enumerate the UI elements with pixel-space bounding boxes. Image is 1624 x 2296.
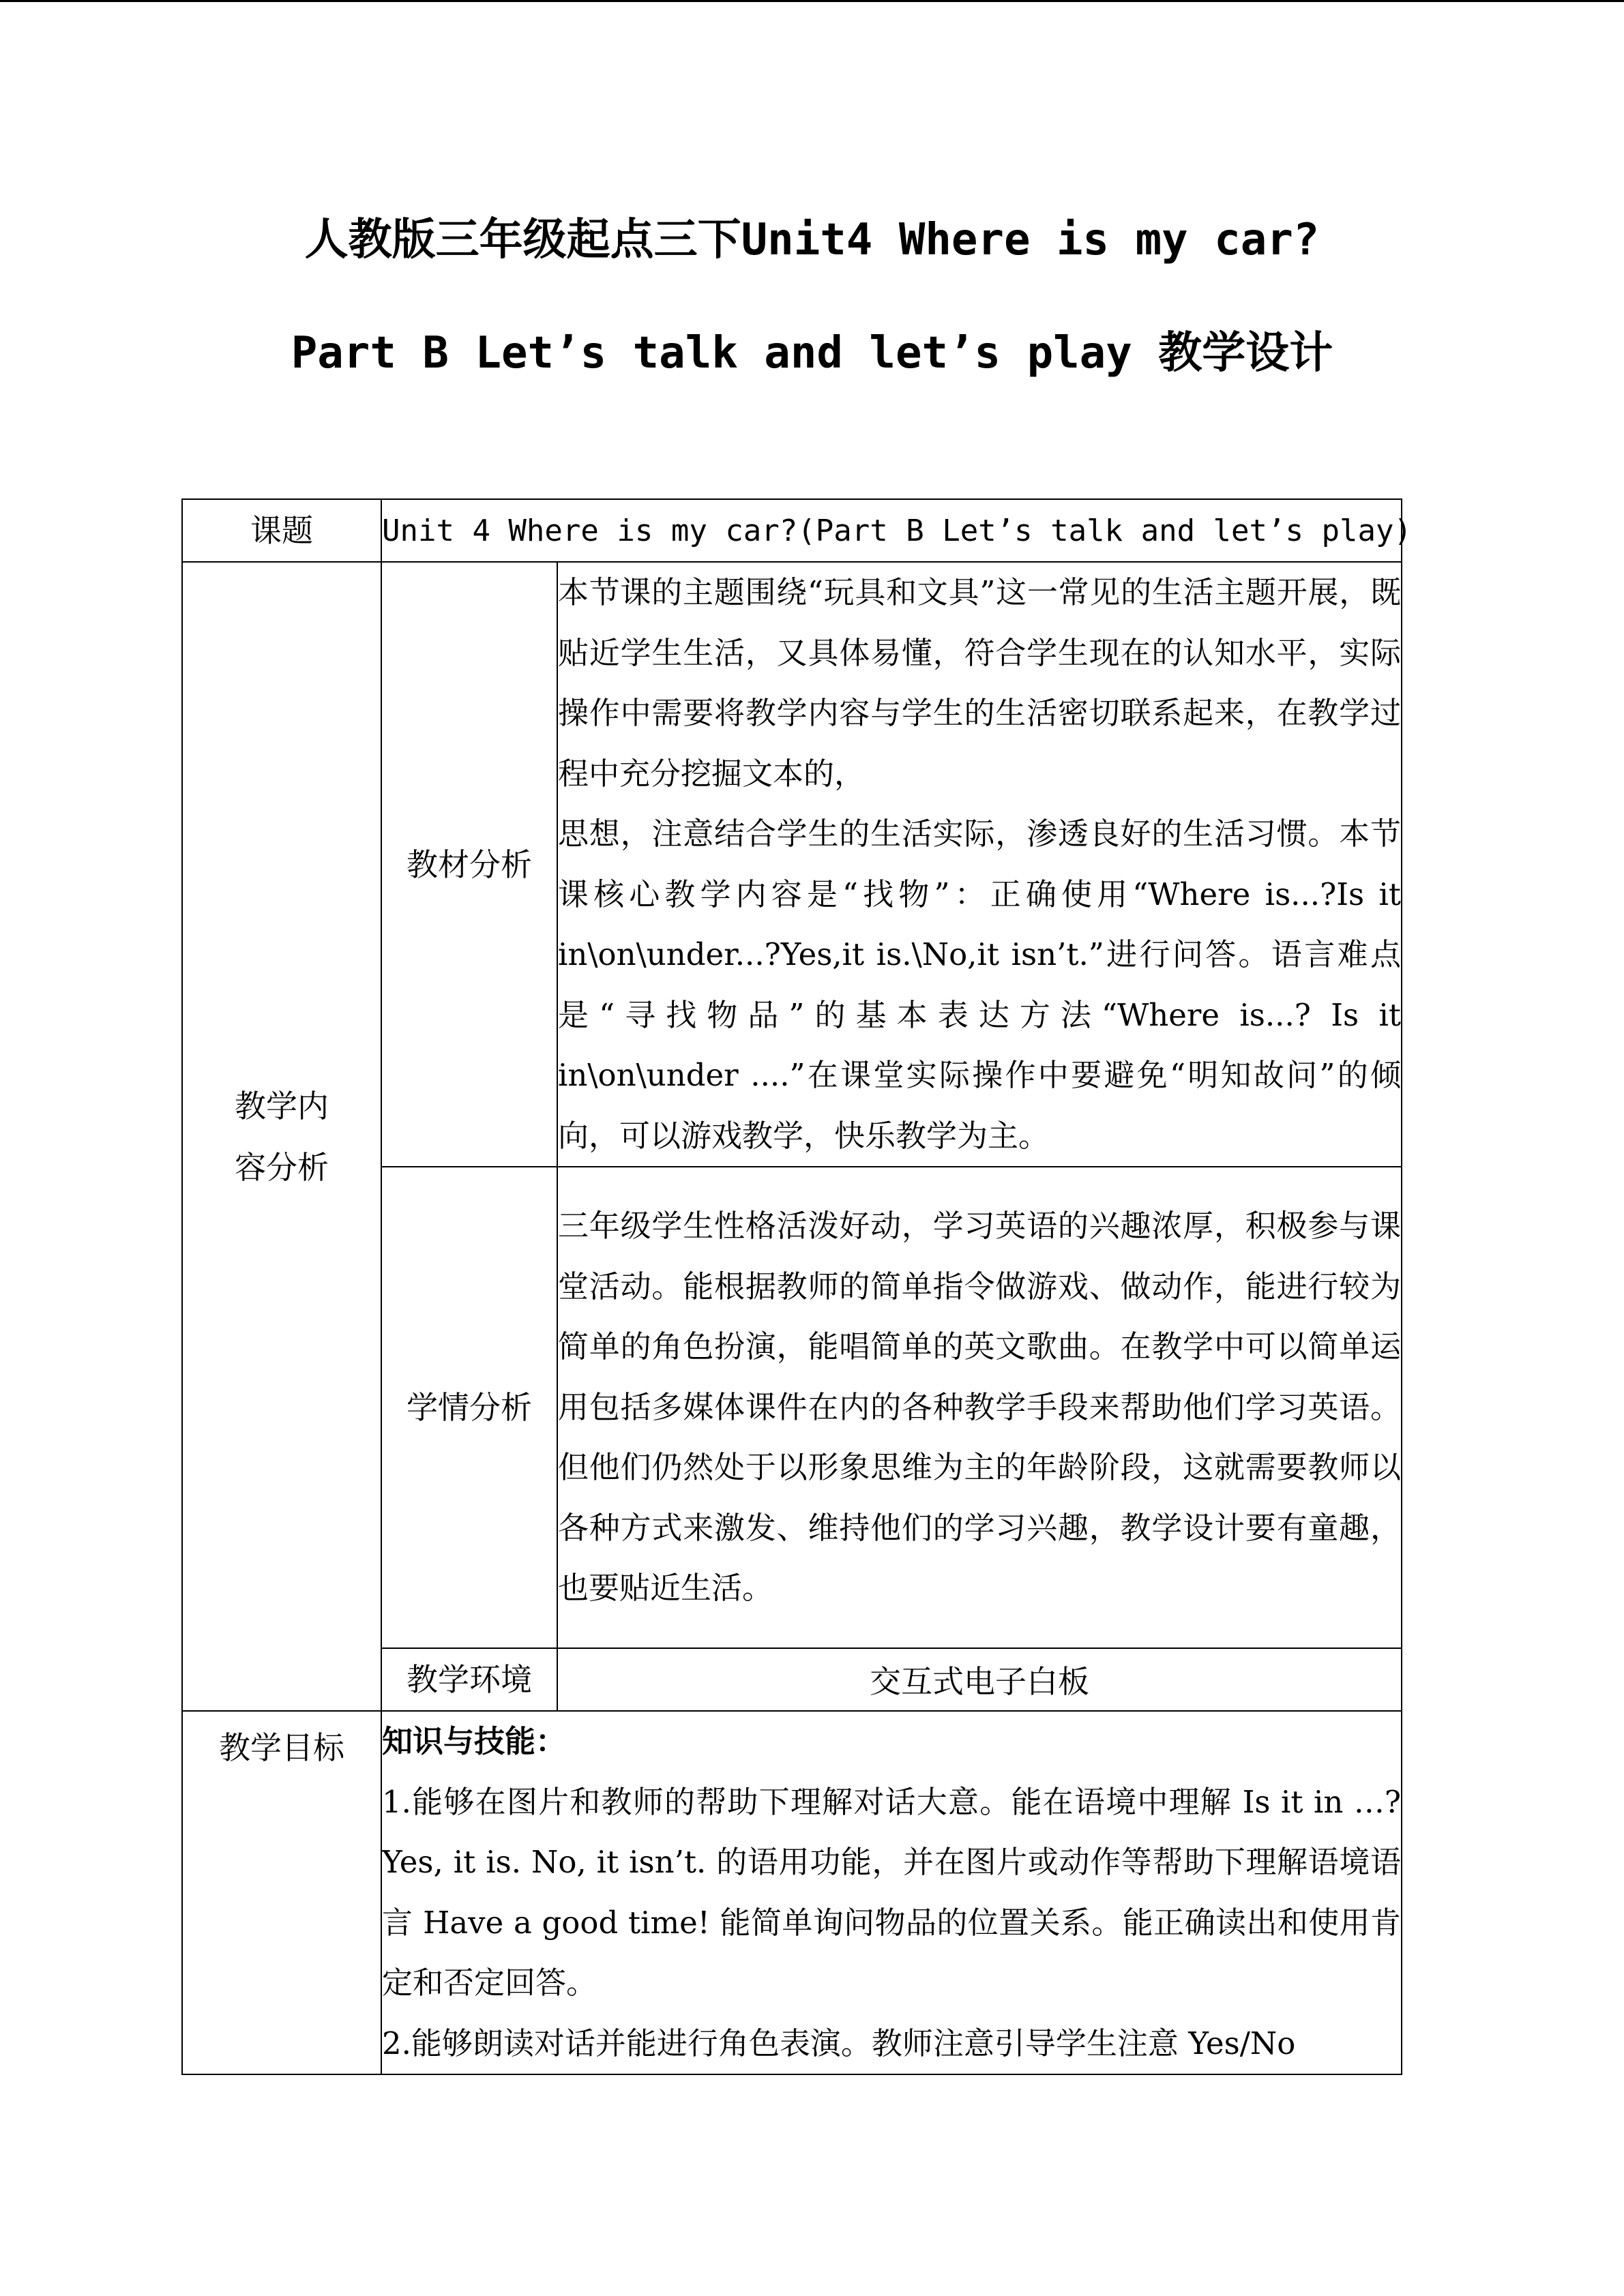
document-title-line2: Part B Let’s talk and let’s play 教学设计 [291,328,1333,378]
lesson-plan-table [181,498,1412,2075]
topic-value: Unit 4 Where is my car?(Part B Let’s talk and let’s play) [381,499,1402,562]
goal-item-1: 1.能够在图片和教师的帮助下理解对话大意。能在语境中理解 Is it in …? Yes, it is. No, it isn’t. 的语用功能，并在图片或动作等帮助下理解语境语言 Have a good time! 能简单询问物品的位置关系。能正确读出和使用肯定和否定回答。 [382,1783,1401,2001]
material-analysis-label: 教材分析 [381,562,557,1167]
student-analysis-label: 学情分析 [381,1167,557,1648]
goal-content [381,1711,1402,2074]
page-top-border [0,0,1624,2]
material-analysis-para1: 本节课的主题围绕“玩具和文具”这一常见的生活主题开展，既贴近学生生活，又具体易懂，符合学生现在的认知水平，实际操作中需要将教学内容与学生的生活密切联系起来，在教学过程中充分挖掘文本的， [558,574,1401,792]
material-analysis-text [557,562,1402,1167]
environment-label: 教学环境 [381,1648,557,1711]
goal-heading: 知识与技能： [382,1723,567,1759]
material-analysis-para2: 思想，注意结合学生的生活实际，渗透良好的生活习惯。本节课核心教学内容是“找物”：正确使用“Where is...?Is it in\on\under...?Yes,it is.\No,it isn’t.”进行问答。语言难点是“寻找物品”的基本表达方法“Where is...? Is it in\on\under ....”在课堂实际操作中要避免“明知故问”的倾向，可以游戏教学，快乐教学为主。 [558,816,1401,1154]
content-analysis-label-line1: 教学内 [235,1087,329,1124]
topic-label: 课题 [182,499,381,562]
student-analysis-text [557,1167,1402,1648]
content-analysis-label [182,562,381,1711]
environment-value: 交互式电子白板 [557,1648,1402,1711]
content-analysis-label-line2: 容分析 [235,1148,329,1186]
goal-label: 教学目标 [182,1711,381,2074]
material-row [182,562,1402,1167]
document-title-line1: 人教版三年级起点三下Unit4 Where is my car? [304,215,1320,265]
student-analysis-para: 三年级学生性格活泼好动，学习英语的兴趣浓厚，积极参与课堂活动。能根据教师的简单指令做游戏、做动作，能进行较为简单的角色扮演，能唱简单的英文歌曲。在教学中可以简单运用包括多媒体课件在内的各种教学手段来帮助他们学习英语。但他们仍然处于以形象思维为主的年龄阶段，这就需要教师以各种方式来激发、维持他们的学习兴趣，教学设计要有童趣，也要贴近生活。 [558,1208,1401,1607]
goal-item-2: 2.能够朗读对话并能进行角色表演。教师注意引导学生注意 Yes/No [382,2025,1296,2061]
goal-row [182,1711,1402,2074]
topic-row [182,499,1402,562]
